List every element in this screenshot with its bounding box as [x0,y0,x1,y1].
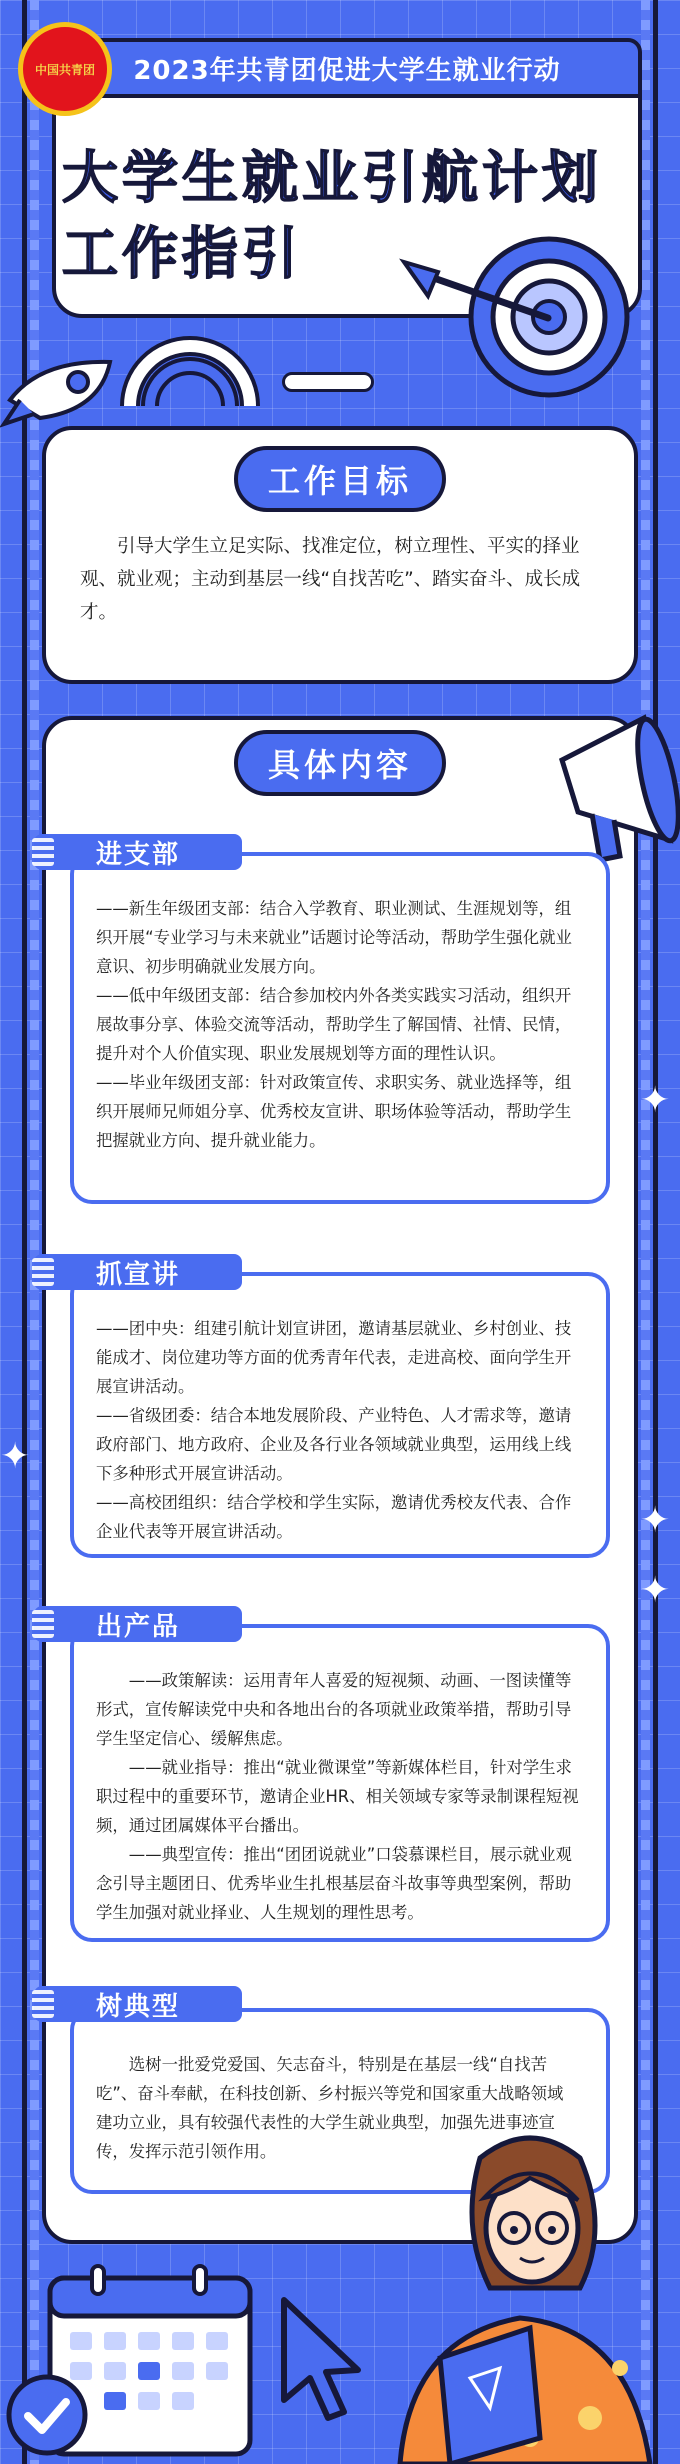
section-2-paragraph-3: ——高校团组织：结合学校和学生实际，邀请优秀校友代表、合作企业代表等开展宣讲活动。 [96,1493,572,1541]
header-subtitle-bar [52,38,642,98]
sparkle-icon: ✦ [0,1436,31,1477]
sparkle-icon: ✦ [640,1500,671,1541]
content-heading: 具体内容 [234,730,446,796]
title-line-1: 大学生就业引航计划 [62,146,602,211]
section-2-paragraph-2: ——省级团委：结合本地发展阶段、产业特色、人才需求等，邀请政府部门、地方政府、企业及各行业各领域就业典型，运用线上线下多种形式开展宣讲活动。 [96,1406,572,1483]
sparkle-icon: ✦ [640,1080,671,1121]
rocket-icon [0,340,120,430]
section-3-paragraph-3: ——典型宣传：推出“团团说就业”口袋慕课栏目，展示就业观念引导主题团日、优秀毕业生扎根基层奋斗故事等典型案例，帮助学生加强对就业择业、人生规划的理性思考。 [96,1845,572,1922]
section-1-paragraph-1: ——新生年级团支部：结合入学教育、职业测试、生涯规划等，组织开展“专业学习与未来就业”话题讨论等活动，帮助学生强化就业意识、初步明确就业发展方向。 [96,899,572,976]
header-pill-decor [282,372,374,392]
section-3-paragraph-1: ——政策解读：运用青年人喜爱的短视频、动画、一图读懂等形式，宣传解读党中央和各地出台的各项就业政策举措，帮助引导学生坚定信心、缓解焦虑。 [96,1671,572,1748]
goal-text: 引导大学生立足实际、找准定位，树立理性、平实的择业观、就业观；主动到基层一线“自找苦吃”、踏实奋斗、成长成才。 [80,536,581,623]
section-tag-1-label: 进支部 [95,839,180,870]
section-tag-2-label: 抓宣讲 [95,1259,180,1290]
title-line-2: 工作指引 [62,222,302,287]
section-tag-4 [34,1986,242,2022]
cursor-icon [276,2294,366,2424]
section-tag-3-label: 出产品 [95,1611,180,1642]
right-decor-stripe [641,0,650,2464]
section-box-2 [70,1272,610,1558]
section-tag-2 [34,1254,242,1290]
badge-text: 中国共青团 [34,62,95,77]
badge-logo [18,22,112,116]
rainbow-icon [120,332,260,412]
section-box-3 [70,1624,610,1942]
section-1-paragraph-2: ——低中年级团支部：结合参加校内外各类实践实习活动，组织开展故事分享、体验交流等活动，帮助学生了解国情、社情、民情，提升对个人价值实现、职业发展规划等方面的理性认识。 [96,986,572,1063]
sparkle-icon: ✦ [640,1570,671,1611]
check-icon [2,2370,92,2460]
section-1-paragraph-3: ——毕业年级团支部：针对政策宣传、求职实务、就业选择等，组织开展师兄师姐分享、优秀校友宣讲、职场体验等活动，帮助学生把握就业方向、提升就业能力。 [96,1073,572,1150]
section-3-paragraph-2: ——就业指导：推出“就业微课堂”等新媒体栏目，针对学生求职过程中的重要环节，邀请企业HR、相关领域专家等录制课程短视频，通过团属媒体平台播出。 [96,1758,579,1835]
section-2-paragraph-1: ——团中央：组建引航计划宣讲团，邀请基层就业、乡村创业、技能成才、岗位建功等方面的优秀青年代表，走进高校、面向学生开展宣讲活动。 [96,1319,572,1396]
section-tag-3 [34,1606,242,1642]
dart-icon [398,256,558,346]
goal-heading: 工作目标 [234,446,446,512]
megaphone-icon [548,708,680,872]
section-box-1 [70,852,610,1204]
header-subtitle: 2023年共青团促进大学生就业行动 [133,55,561,86]
section-tag-1 [34,834,242,870]
girl-illustration [380,2118,680,2464]
section-4-paragraph-1: 选树一批爱党爱国、矢志奋斗，特别是在基层一线“自找苦吃”、奋斗奉献，在科技创新、乡村振兴等党和国家重大战略领域建功立业，具有较强代表性的大学生就业典型，加强先进事迹宣传，发挥示范引领作用。 [96,2055,564,2161]
section-tag-4-label: 树典型 [95,1991,180,2022]
